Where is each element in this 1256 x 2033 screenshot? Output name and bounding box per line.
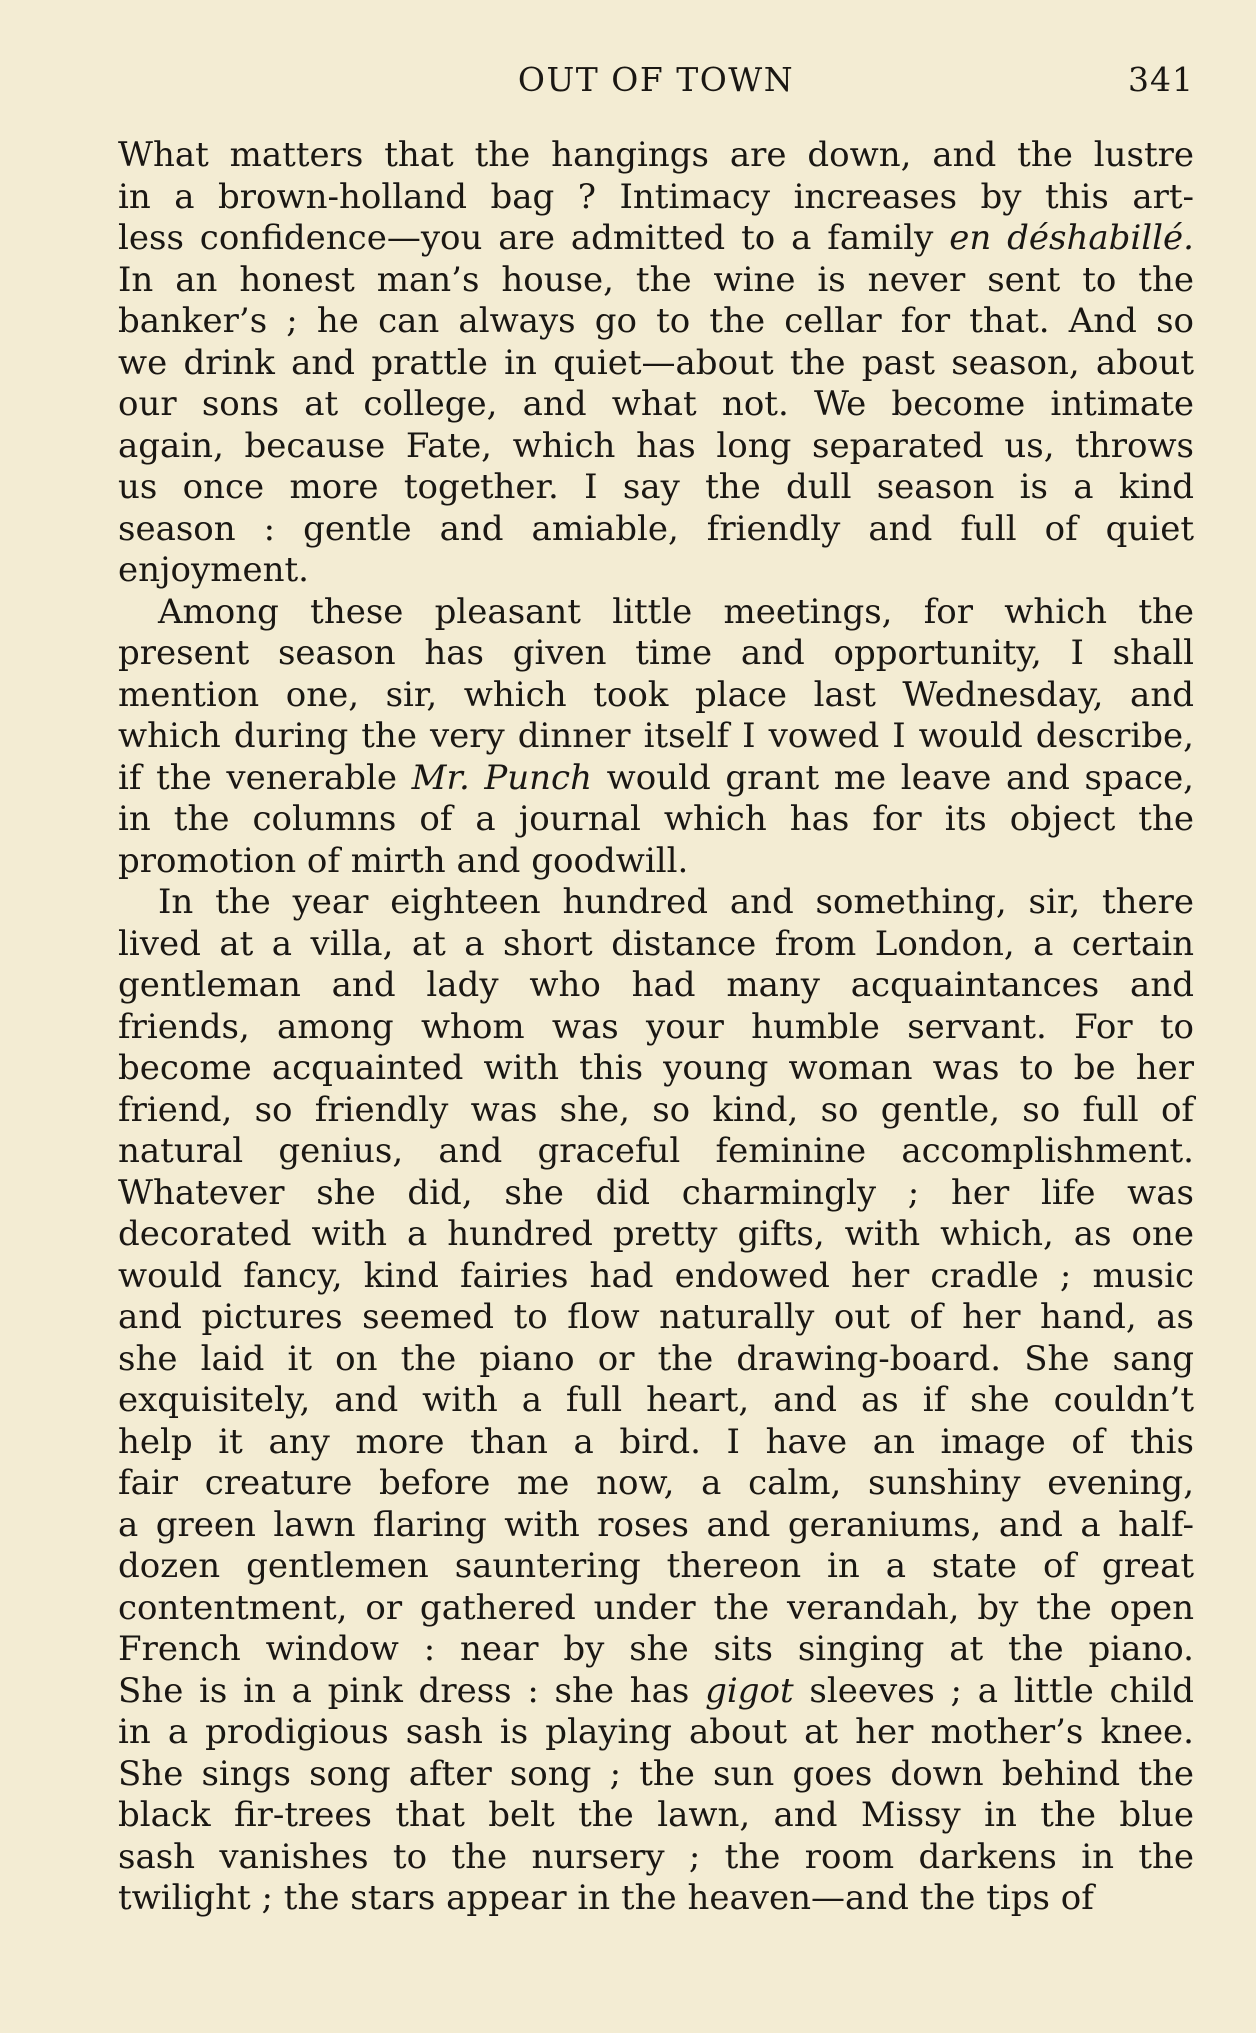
text-line: us once more together. I say the dull season is a kind bbox=[118, 467, 1194, 507]
text-line: she laid it on the piano or the drawing-board. She sang bbox=[118, 1338, 1194, 1379]
text-line: again, because Fate, which has long separated us, throws bbox=[118, 425, 1194, 466]
text-line: lived at a villa, at a short distance from London, a certain bbox=[118, 923, 1194, 964]
text-line: Whatever she did, she did charmingly ; her life was bbox=[118, 1172, 1194, 1213]
text-line: contentment, or gathered under the verandah, by the open bbox=[118, 1587, 1194, 1628]
text-line: in a brown-holland bag ? Intimacy increases by this art- bbox=[118, 176, 1194, 217]
text-line: in the columns of a journal which has for its object the bbox=[118, 799, 1194, 839]
running-head bbox=[118, 58, 1194, 102]
text-line: our sons at college, and what not. We become intimate bbox=[118, 384, 1194, 424]
text-line: mention one, sir, which took place last Wednesday, and bbox=[118, 674, 1194, 715]
text-line: would fancy, kind fairies had endowed her cradle ; music bbox=[118, 1255, 1194, 1296]
text-line: present season has given time and opportunity, I shall bbox=[118, 633, 1194, 673]
text-line: banker’s ; he can always go to the cellar for that. And so bbox=[118, 301, 1194, 341]
text-line: decorated with a hundred pretty gifts, with which, as one bbox=[118, 1214, 1194, 1254]
body-text bbox=[118, 135, 1194, 1920]
text-line: French window : near by she sits singing at the piano. bbox=[118, 1629, 1194, 1669]
text-line: fair creature before me now, a calm, sunshiny evening, bbox=[118, 1463, 1194, 1503]
italic-phrase: Mr. Punch bbox=[411, 757, 592, 798]
text-line: She sings song after song ; the sun goes down behind the bbox=[118, 1753, 1194, 1794]
text-line: In the year eighteen hundred and something, sir, there bbox=[158, 882, 1194, 922]
text-line: less confidence—you are admitted to a family en déshabillé. bbox=[118, 218, 1194, 258]
text-line: friend, so friendly was she, so kind, so gentle, so full of bbox=[118, 1089, 1194, 1130]
text-line: become acquainted with this young woman was to be her bbox=[118, 1048, 1194, 1088]
italic-phrase: gigot bbox=[705, 1670, 794, 1711]
text-line: and pictures seemed to flow naturally out of her hand, as bbox=[118, 1297, 1194, 1337]
text-line: In an honest man’s house, the wine is never sent to the bbox=[118, 259, 1194, 300]
text-line: help it any more than a bird. I have an image of this bbox=[118, 1421, 1194, 1462]
text-line: gentleman and lady who had many acquaintances and bbox=[118, 965, 1194, 1005]
running-head-title: OUT OF TOWN bbox=[517, 60, 795, 99]
text-line: black fir-trees that belt the lawn, and Missy in the blue bbox=[118, 1795, 1194, 1835]
text-line: sash vanishes to the nursery ; the room darkens in the bbox=[118, 1836, 1194, 1877]
text-line: Among these pleasant little meetings, for which the bbox=[158, 591, 1194, 632]
text-line: enjoyment. bbox=[118, 550, 309, 590]
text-line: if the venerable Mr. Punch would grant me leave and space, bbox=[118, 757, 1194, 798]
text-line: promotion of mirth and goodwill. bbox=[118, 840, 689, 881]
text-line: What matters that the hangings are down, and the lustre bbox=[118, 135, 1194, 175]
text-line: which during the very dinner itself I vowed I would describe, bbox=[118, 716, 1194, 756]
text-line: twilight ; the stars appear in the heaven—and the tips of bbox=[118, 1878, 1094, 1918]
text-line: exquisitely, and with a full heart, and as if she couldn’t bbox=[118, 1380, 1194, 1420]
italic-phrase: en déshabillé. bbox=[949, 218, 1194, 258]
text-line: we drink and prattle in quiet—about the past season, about bbox=[118, 342, 1194, 383]
text-line: in a prodigious sash is playing about at her mother’s knee. bbox=[118, 1712, 1194, 1752]
text-line: friends, among whom was your humble servant. For to bbox=[118, 1006, 1194, 1047]
text-line: natural genius, and graceful feminine accomplishment. bbox=[118, 1131, 1194, 1171]
text-line: She is in a pink dress : she has gigot sleeves ; a little child bbox=[118, 1670, 1194, 1711]
text-line: season : gentle and amiable, friendly and full of quiet bbox=[118, 508, 1194, 549]
page-number: 341 bbox=[1128, 60, 1194, 99]
text-line: dozen gentlemen sauntering thereon in a state of great bbox=[118, 1546, 1194, 1586]
text-line: a green lawn flaring with roses and geraniums, and a half- bbox=[118, 1504, 1194, 1545]
